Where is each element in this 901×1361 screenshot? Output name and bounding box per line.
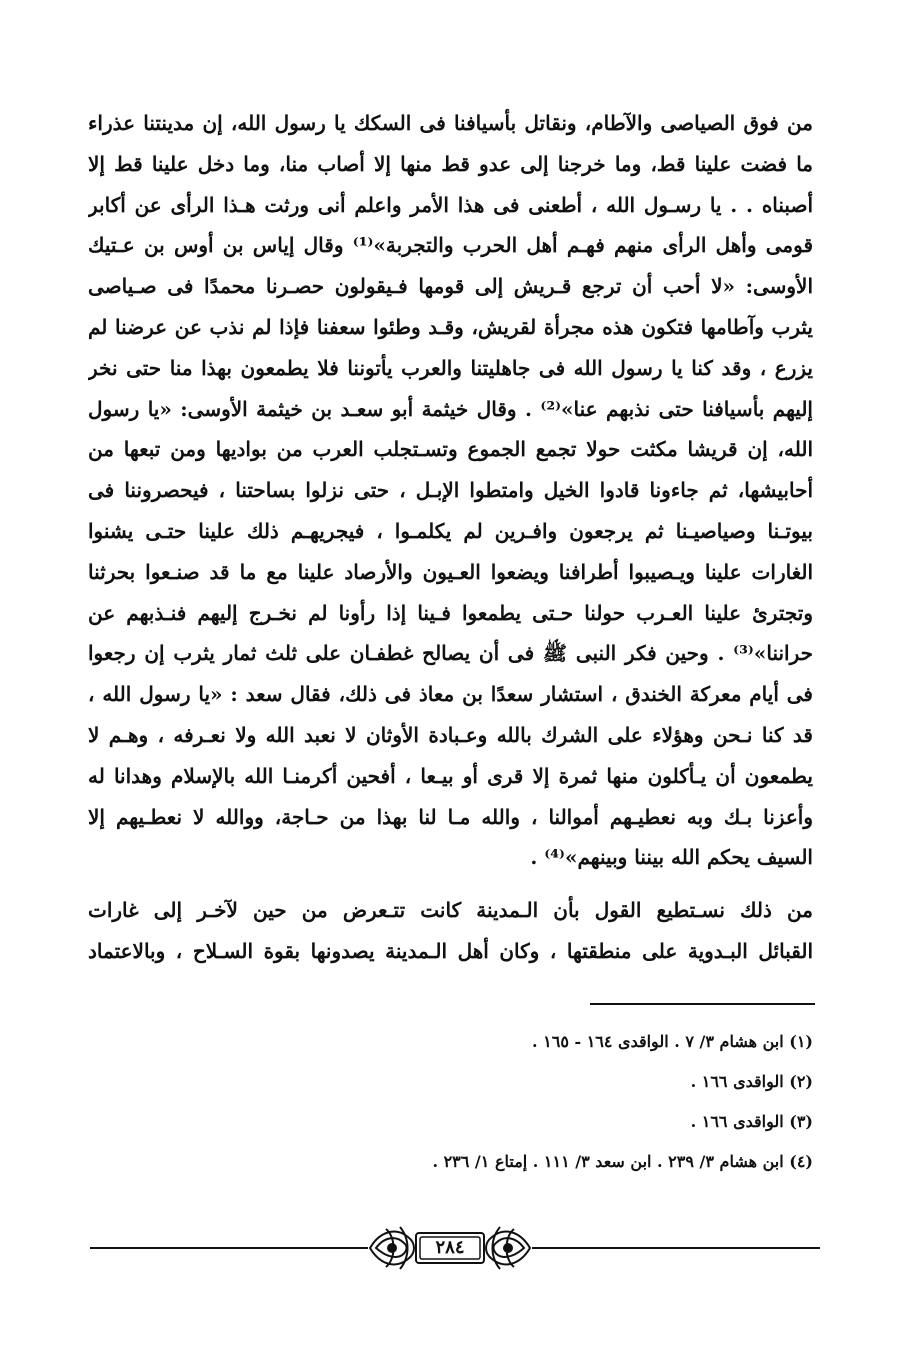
text-line: وتجترئ علينا العـرب حولنا حـتى يطمعوا فـينا إذا رأونا لم نخـرج إليهم فنـذبهم عن <box>88 600 813 625</box>
text-line: ما فضت علينا قط، وما خرجنا إلى عدو قط منها إلا أصاب منا، وما دخل علينا قط إلا <box>88 151 813 176</box>
text-line: فى أيام معركة الخندق ، استشار سعدًا بن معاذ فى ذلك، فقال سعد : «يا رسول الله ، <box>88 682 813 707</box>
main-text <box>88 103 813 972</box>
text-line: بيوتـنا وصياصيـنا ثم يرجعون وافـرين لم يكلمـوا ، فيجريهـم ذلك علينا حتـى يشنوا <box>88 518 813 543</box>
text-line: يثرب وآطامها فتكون هذه مجرأة لقريش، وقـد وطئوا سعفنا فإذا لم نذب عن عرضنا لم <box>88 314 813 339</box>
text-line: القبائل البـدوية على منطقتها ، وكان أهل الـمدينة يصدونها بقوة السـلاح ، وبالاعتماد <box>88 938 813 963</box>
page-number: ٢٨٤ <box>435 1237 465 1258</box>
text-line: قد كنا نـحن وهؤلاء على الشرك بالله وعـبادة الأوثان لا نعبد الله ولا نعـرفه ، وهـم لا <box>88 722 813 747</box>
text-line: السيف يحكم الله بيننا وبينهم»⁽⁴⁾ . <box>530 845 813 870</box>
text-line: وأعزنا بـك وبه نعطيـهم أموالنا ، والله مـا لنا بهذا من حـاجة، ووالله لا نعطـيهم إلا <box>88 804 813 829</box>
text-line: يطمعون أن يـأكلون منها ثمرة إلا قرى أو بيـعا ، أفحين أكرمنـا الله بالإسلام وهدانا له <box>88 763 813 788</box>
text-line: أحابيشها، ثم جاءونا قادوا الخيل وامتطوا الإبـل ، حتى نزلوا بساحتنا ، فيحصروننا فى <box>88 478 813 503</box>
footnote: (٤) ابن هشام ٣/ ٢٣٩ . ابن سعد ٣/ ١١١ . إمتاع ١/ ٢٣٦ . <box>432 1152 813 1171</box>
text-line: من ذلك نسـتطيع القول بأن الـمدينة كانت تتـعرض من حين لآخـر إلى غارات <box>88 898 813 923</box>
text-line: من فوق الصياصى والآطام، ونقاتل بأسيافنا فى السكك يا رسول الله، إن مدينتنا عذراء <box>88 111 813 135</box>
text-line: يزرع ، وقد كنا يا رسول الله فى جاهليتنا والعرب يأتوننا فلا يطمعون بهذا منا حتى نخر <box>88 355 813 380</box>
footer-rule-right <box>532 1247 820 1249</box>
footnotes <box>88 1032 813 1192</box>
text-line: الله، إن قريشا مكثت حولا تجمع الجموع وتسـتجلب العرب من بواديها ومن تبعها من <box>88 437 813 462</box>
text-line: قومى وأهل الرأى منهم فهـم أهل الحرب والتجربة»⁽¹⁾ وقال إياس بن أوس بن عـتيك <box>88 233 813 258</box>
footnote-separator <box>590 1003 815 1005</box>
footnote: (٢) الواقدى ١٦٦ . <box>690 1072 813 1091</box>
text-line: إليهم بأسيافنا حتى نذبهم عنا»⁽²⁾ . وقال خيثمة أبو سعـد بن خيثمة الأوسى: «يا رسول <box>88 396 813 421</box>
text-line: الأوسى: «لا أحب أن ترجع قـريش إلى قومها فـيقولون حصـرنا محمدًا فى صـياصى <box>88 274 813 299</box>
paragraph-gap <box>88 878 813 890</box>
footnote: (١) ابن هشام ٣/ ٧ . الواقدى ١٦٤ - ١٦٥ . <box>531 1032 813 1051</box>
text-line: أصبناه . . يا رسـول الله ، أطعنى فى هذا الأمر واعلم أنى ورثت هـذا الرأى عن أكابر <box>88 192 813 217</box>
footnote: (٣) الواقدى ١٦٦ . <box>690 1112 813 1131</box>
text-line: حراننا»⁽³⁾ . وحين فكر النبى ﷺ فى أن يصالح غطفـان على ثلث ثمار يثرب إن رجعوا <box>88 641 813 666</box>
footer-rule-left <box>90 1247 368 1249</box>
text-line: الغارات علينا ويـصيبوا أطرافنا ويضعوا العـيون والأرصاد علينا مع ما قد صنـعوا بحرثنا <box>88 559 813 584</box>
